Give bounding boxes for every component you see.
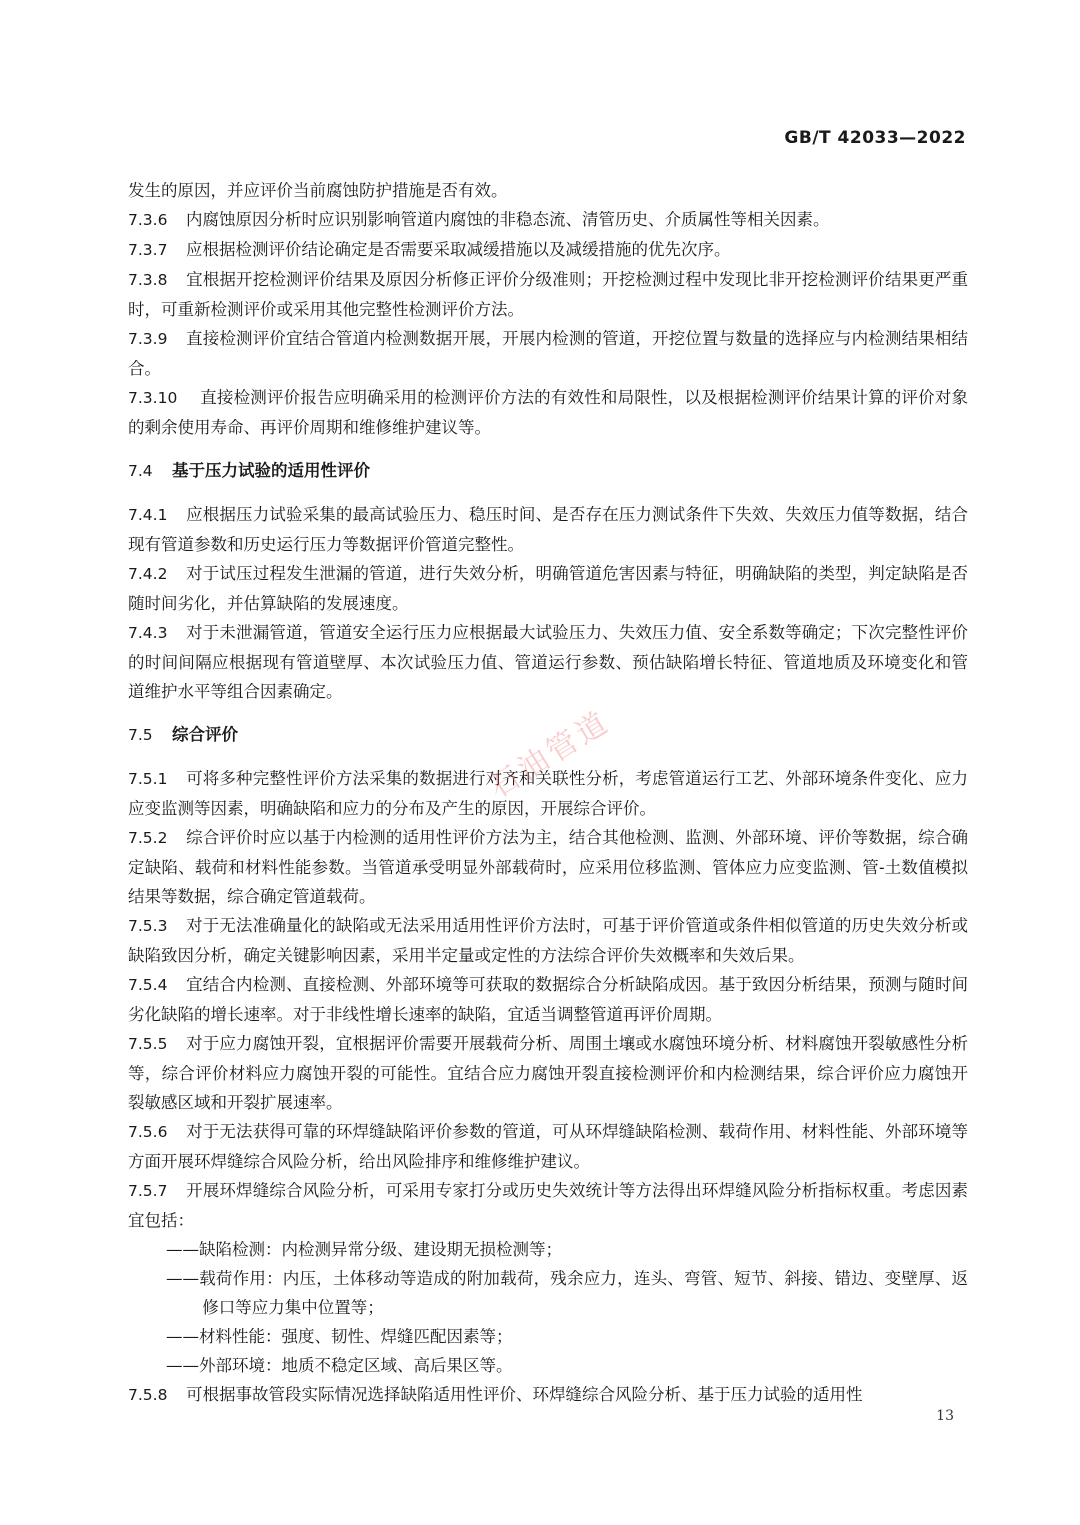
clause-text: 可将多种完整性评价方法采集的数据进行对齐和关联性分析，考虑管道运行工艺、外部环境条件变化、应力应变监测等因素，明确缺陷和应力的分布及产生的原因，开展综合评价。: [128, 769, 968, 818]
standard-code: GB/T 42033—2022: [784, 128, 966, 148]
clause-7-4-2: [128, 559, 968, 618]
clause-7-5-8: [128, 1380, 968, 1410]
clause-7-5-7: [128, 1176, 968, 1235]
clause-text: 宜结合内检测、直接检测、外部环境等可获取的数据综合分析缺陷成因。基于致因分析结果，预测与随时间劣化缺陷的增长速率。对于非线性增长速率的缺陷，宜适当调整管道再评价周期。: [128, 975, 968, 1024]
clause-text: 内腐蚀原因分析时应识别影响管道内腐蚀的非稳态流、清管历史、介质属性等相关因素。: [186, 210, 830, 229]
clause-text: 对于无法准确量化的缺陷或无法采用适用性评价方法时，可基于评价管道或条件相似管道的历史失效分析或缺陷致因分析，确定关键影响因素，采用半定量或定性的方法综合评价失效概率和失效后果。: [128, 916, 968, 965]
clause-7-4-1: [128, 500, 968, 559]
section-title: 综合评价: [172, 725, 238, 744]
section-title: 基于压力试验的适用性评价: [172, 461, 370, 480]
section-number: 7.5: [128, 726, 153, 744]
clause-group-7-4: [128, 500, 968, 706]
clause-number: 7.5.2: [128, 829, 168, 847]
clause-text: 综合评价时应以基于内检测的适用性评价方法为主，结合其他检测、监测、外部环境、评价等数据，综合确定缺陷、载荷和材料性能参数。当管道承受明显外部载荷时，应采用位移监测、管体应力应变监测、管-土数值模拟结果等数据，综合确定管道载荷。: [128, 828, 968, 906]
clause-group-7-5: [128, 764, 968, 1410]
clause-7-4-3: [128, 618, 968, 706]
clause-7-3-8: [128, 265, 968, 324]
document-body: [128, 176, 968, 1410]
clause-7-3-10: [128, 383, 968, 442]
continuation-text: 发生的原因，并应评价当前腐蚀防护措施是否有效。: [128, 181, 508, 200]
clause-7-5-2: [128, 823, 968, 911]
clause-7-5-5: [128, 1029, 968, 1117]
clause-number: 7.3.10: [128, 389, 178, 407]
clause-7-5-6: [128, 1117, 968, 1176]
clause-text: 宜根据开挖检测评价结果及原因分析修正评价分级准则；开挖检测过程中发现比非开挖检测评价结果更严重时，可重新检测评价或采用其他完整性检测评价方法。: [128, 270, 968, 319]
clause-text: 直接检测评价宜结合管道内检测数据开展，开展内检测的管道，开挖位置与数量的选择应与内检测结果相结合。: [128, 329, 968, 378]
clause-text: 应根据压力试验采集的最高试验压力、稳压时间、是否存在压力测试条件下失效、失效压力值等数据，结合现有管道参数和历史运行压力等数据评价管道完整性。: [128, 505, 968, 554]
clause-7-3-9: [128, 324, 968, 383]
section-heading-7-4: [128, 456, 968, 486]
section-number: 7.4: [128, 462, 153, 480]
watermark: 石油管道: [482, 704, 617, 806]
clause-number: 7.5.1: [128, 770, 168, 788]
page-number: 13: [936, 1408, 954, 1424]
clause-number: 7.4.2: [128, 565, 168, 583]
clause-group-7-3: [128, 205, 968, 442]
clause-number: 7.4.3: [128, 624, 168, 642]
clause-text: 开展环焊缝综合风险分析，可采用专家打分或历史失效统计等方法得出环焊缝风险分析指标权重。考虑因素宜包括：: [128, 1181, 968, 1230]
clause-number: 7.5.3: [128, 917, 168, 935]
clause-7-5-3: [128, 911, 968, 970]
clause-number: 7.5.8: [128, 1386, 168, 1404]
clause-text: 对于无法获得可靠的环焊缝缺陷评价参数的管道，可从环焊缝缺陷检测、载荷作用、材料性能、外部环境等方面开展环焊缝综合风险分析，给出风险排序和维修维护建议。: [128, 1122, 968, 1171]
clause-number: 7.5.7: [128, 1182, 168, 1200]
clause-text: 对于试压过程发生泄漏的管道，进行失效分析，明确管道危害因素与特征，明确缺陷的类型，判定缺陷是否随时间劣化，并估算缺陷的发展速度。: [128, 564, 968, 613]
clause-text: 直接检测评价报告应明确采用的检测评价方法的有效性和局限性，以及根据检测评价结果计算的评价对象的剩余使用寿命、再评价周期和维修维护建议等。: [128, 388, 968, 437]
clause-7-5-4: [128, 970, 968, 1029]
clause-number: 7.3.9: [128, 330, 168, 348]
list-item: ——外部环境：地质不稳定区域、高后果区等。: [166, 1356, 513, 1375]
clause-text: 对于未泄漏管道，管道安全运行压力应根据最大试验压力、失效压力值、安全系数等确定；下次完整性评价的时间间隔应根据现有管道壁厚、本次试验压力值、管道运行参数、预估缺陷增长特征、管道地质及环境变化和管道维护水平等组合因素确定。: [128, 623, 968, 701]
list-item: ——载荷作用：内压，土体移动等造成的附加载荷，残余应力，连头、弯管、短节、斜接、错边、变壁厚、返修口等应力集中位置等；: [166, 1269, 968, 1317]
list-item: ——缺陷检测：内检测异常分级、建设期无损检测等；: [166, 1240, 562, 1259]
clause-text: 对于应力腐蚀开裂，宜根据评价需要开展载荷分析、周围土壤或水腐蚀环境分析、材料腐蚀开裂敏感性分析等，综合评价材料应力腐蚀开裂的可能性。宜结合应力腐蚀开裂直接检测评价和内检测结果，综合评价应力腐蚀开裂敏感区域和开裂扩展速率。: [128, 1034, 968, 1112]
clause-7-3-6: [128, 205, 968, 235]
list-item: ——材料性能：强度、韧性、焊缝匹配因素等；: [166, 1327, 513, 1346]
clause-number: 7.5.4: [128, 976, 168, 994]
clause-number: 7.5.6: [128, 1123, 168, 1141]
clause-number: 7.3.8: [128, 271, 168, 289]
clause-text: 应根据检测评价结论确定是否需要采取减缓措施以及减缓措施的优先次序。: [186, 240, 731, 259]
clause-number: 7.5.5: [128, 1035, 168, 1053]
clause-number: 7.4.1: [128, 506, 168, 524]
clause-number: 7.3.6: [128, 211, 168, 229]
clause-number: 7.3.7: [128, 241, 168, 259]
clause-text: 可根据事故管段实际情况选择缺陷适用性评价、环焊缝综合风险分析、基于压力试验的适用性: [186, 1385, 863, 1404]
clause-7-3-7: [128, 235, 968, 265]
